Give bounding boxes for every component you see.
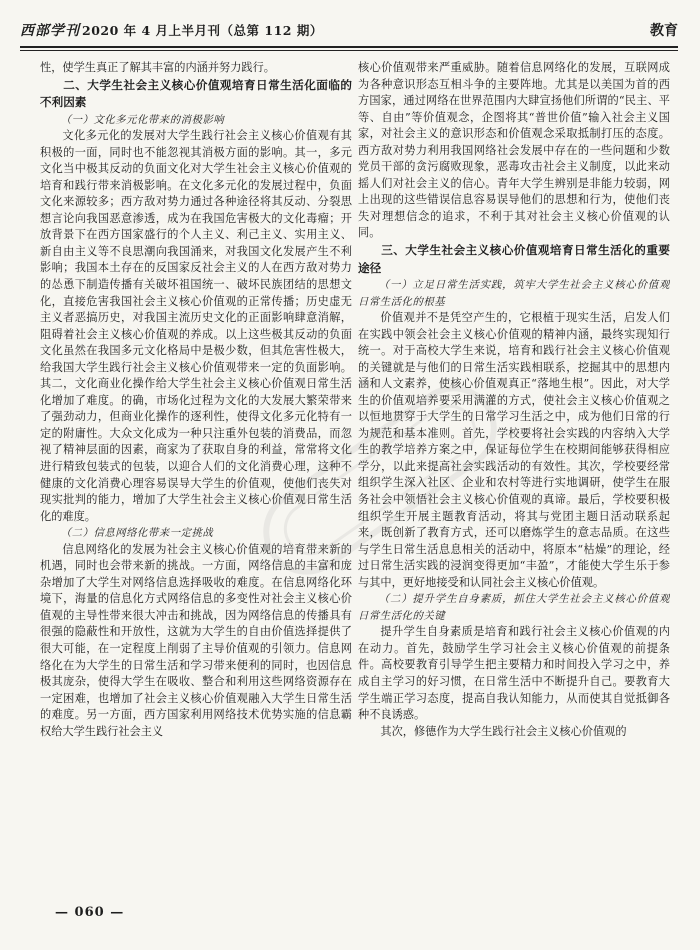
journal-issue: 2020 年 4 月上半月刊（总第 112 期） [82, 23, 323, 38]
right-subsection-heading-4: （二）提升学生自身素质，抓住大学生社会主义核心价值观日常生活化的关键 [358, 593, 670, 622]
left-section-heading-1: 二、大学生社会主义核心价值观培育日常生活化面临的不利因素 [40, 77, 352, 110]
left-paragraph-5: 信息网络化的发展为社会主义核心价值观的培育带来新的机遇，同时也会带来新的挑战。一方面，网络信息的丰富和庞杂增加了大学生对网络信息选择吸收的难度。在信息网络化环境下，海量的信息化方式网络信息的多变性对社会主义核心价值观的主导性带来很大冲击和挑战，因为网络信息的传播具有很强的隐蔽性和开放性，这就为大学生的自由价值选择提供了很大可能，在一定程度上削弱了主导价值观的引领力。信息网络化在为大学生的日常生活和学习带来便利的同时，也因信息极其庞杂，使得大学生在吸收、整合和利用这些网络资源存在一定困难，也增加了社会主义核心价值观融入大学生日常生活的难度。另一方面，西方国家利用网络技术优势实施的信息霸权给大学生践行社会主义 [40, 542, 352, 738]
left-paragraph-3: 文化多元化的发展对大学生践行社会主义核心价值观有其积极的一面，同时也不能忽视其消极方面的影响。其一，多元文化当中极其反动的负面文化对大学生社会主义核心价值观的培育和践行带来消极影响。在文化多元化的发展过程中，负面文化来源较多；西方敌对势力通过各种途径将其反动、分裂思想言论向我国恶意渗透，成为在我国危害极大的文化毒瘤；开放背景下在西方国家盛行的个人主义、利己主义、实用主义、新自由主义等不良思潮向我国涌来，对我国文化发展产生不利影响；我国本土存在的反国家反社会主义的人在西方敌对势力的怂恿下制造传播有关破坏祖国统一、破坏民族团结的思想文化，直接危害我国社会主义核心价值观的正常传播；历史虚无主义者恶搞历史，对我国主流历史文化的正面影响肆意消解，阻碍着社会主义核心价值观的养成。以上这些极其反动的负面文化虽然在我国多元文化格局中是极少数，但其危害性极大，给我国大学生践行社会主义核心价值观带来一定的负面影响。其二，文化商业化操作给大学生社会主义核心价值观日常生活化增加了难度。的确，市场化过程为文化的大发展大繁荣带来了强劲动力，但商业化操作的逐利性，使得文化多元化特有一定的附庸性。大众文化成为一种只注重外包装的消费品，而忽视了精神层面的因素，商家为了获取自身的利益，常常将文化进行精致包装式的包装，以迎合人们的文化消费心理，这种不健康的文化消费心理容易误导大学生的价值观，使他们丧失对现实批判的能力，增加了大学生社会主义核心价值观日常生活化的难度。 [40, 129, 352, 523]
right-subsection-heading-2: （一）立足日常生活实践，筑牢大学生社会主义核心价值观日常生活化的根基 [358, 279, 670, 308]
right-section-heading-1: 三、大学生社会主义核心价值观培育日常生活化的重要途径 [358, 243, 670, 275]
section-label: 教育 [650, 23, 678, 39]
header-rule-thin [20, 50, 678, 51]
left-column [40, 60, 352, 900]
right-paragraph-5: 提升学生自身素质是培育和践行社会主义核心价值观的内在动力。首先，鼓励学生学习社会主义核心价值观的前提条件。高校要教育引导学生把主要精力和时间投入学习之中，养成自主学习的好习惯，在日常生活中不断提升自己。要教育大学生端正学习态度，提高自我认知能力，从而使其自觉抵御各种不良诱惑。 [358, 625, 670, 722]
left-subsection-heading-2: （一）文化多元化带来的消极影响 [60, 113, 225, 126]
right-paragraph-3: 价值观并不是凭空产生的，它根植于现实生活，启发人们在实践中领会社会主义核心价值观的精神内涵，最终实现知行统一。对于高校大学生来说，培育和践行社会主义核心价值观的关键就是与他们的日常生活实践相联系，挖掘其中的思想内涵和人文素养，使核心价值观真正“落地生根”。因此，对大学生的价值观培养要采用满灌的方式，使社会主义核心价值观之以恒地贯穿于大学生的日常学习生活之中，成为他们日常的行为规范和基本准则。首先，学校要将社会实践的内容纳入大学生的教学培养方案之中，保证每位学生在校期间能够获得相应学分，以此来提高社会实践活动的有效性。其次，学校要经常组织学生深入社区、企业和农村等进行实地调研，使学生在服务社会中领悟社会主义核心价值观的真谛。最后，学校要积极组织学生开展主题教育活动，将其与党团主题日活动联系起来，既创新了教育方式，还可以磨炼学生的意志品质。在这些与学生日常生活息息相关的活动中，将原本“枯燥”的理论，经过日常生活实践的浸润变得更加“丰盈”，才能使大学生乐于参与其中，更好地接受和认同社会主义核心价值观。 [358, 311, 670, 589]
page-number: — 060 — [55, 905, 125, 920]
journal-title [20, 20, 323, 40]
left-subsection-heading-4: （二）信息网络化带来一定挑战 [60, 527, 214, 540]
journal-logo: 西部学刊 [20, 23, 80, 39]
left-paragraph-0: 性，使学生真正了解其丰富的内涵并努力践行。 [40, 61, 275, 74]
page-header [20, 20, 678, 42]
right-paragraph-6: 其次，修德作为大学生践行社会主义核心价值观的 [380, 724, 627, 738]
right-paragraph-0: 核心价值观带来严重威胁。随着信息网络化的发展，互联网成为各种意识形态互相斗争的主要阵地。尤其是以美国为首的西方国家，通过网络在世界范围内大肆宣扬他们所谓的“民主、平等、自由”等价值观念，企图将其“普世价值”输入社会主义国家，对社会主义的意识形态和价值观念采取抵制打压的态度。西方敌对势力利用我国网络社会发展中存在的一些问题和少数党员干部的贪污腐败现象，恶毒攻击社会主义制度，以此来动摇人们对社会主义的信心。青年大学生辨别是非能力较弱，网上出现的这些错误信息容易误导他们的思想和行为，使他们丧失对理想信念的追求，不利于其对社会主义核心价值观的认同。 [358, 61, 670, 240]
right-column [358, 60, 670, 900]
header-rule-thick [20, 46, 678, 48]
